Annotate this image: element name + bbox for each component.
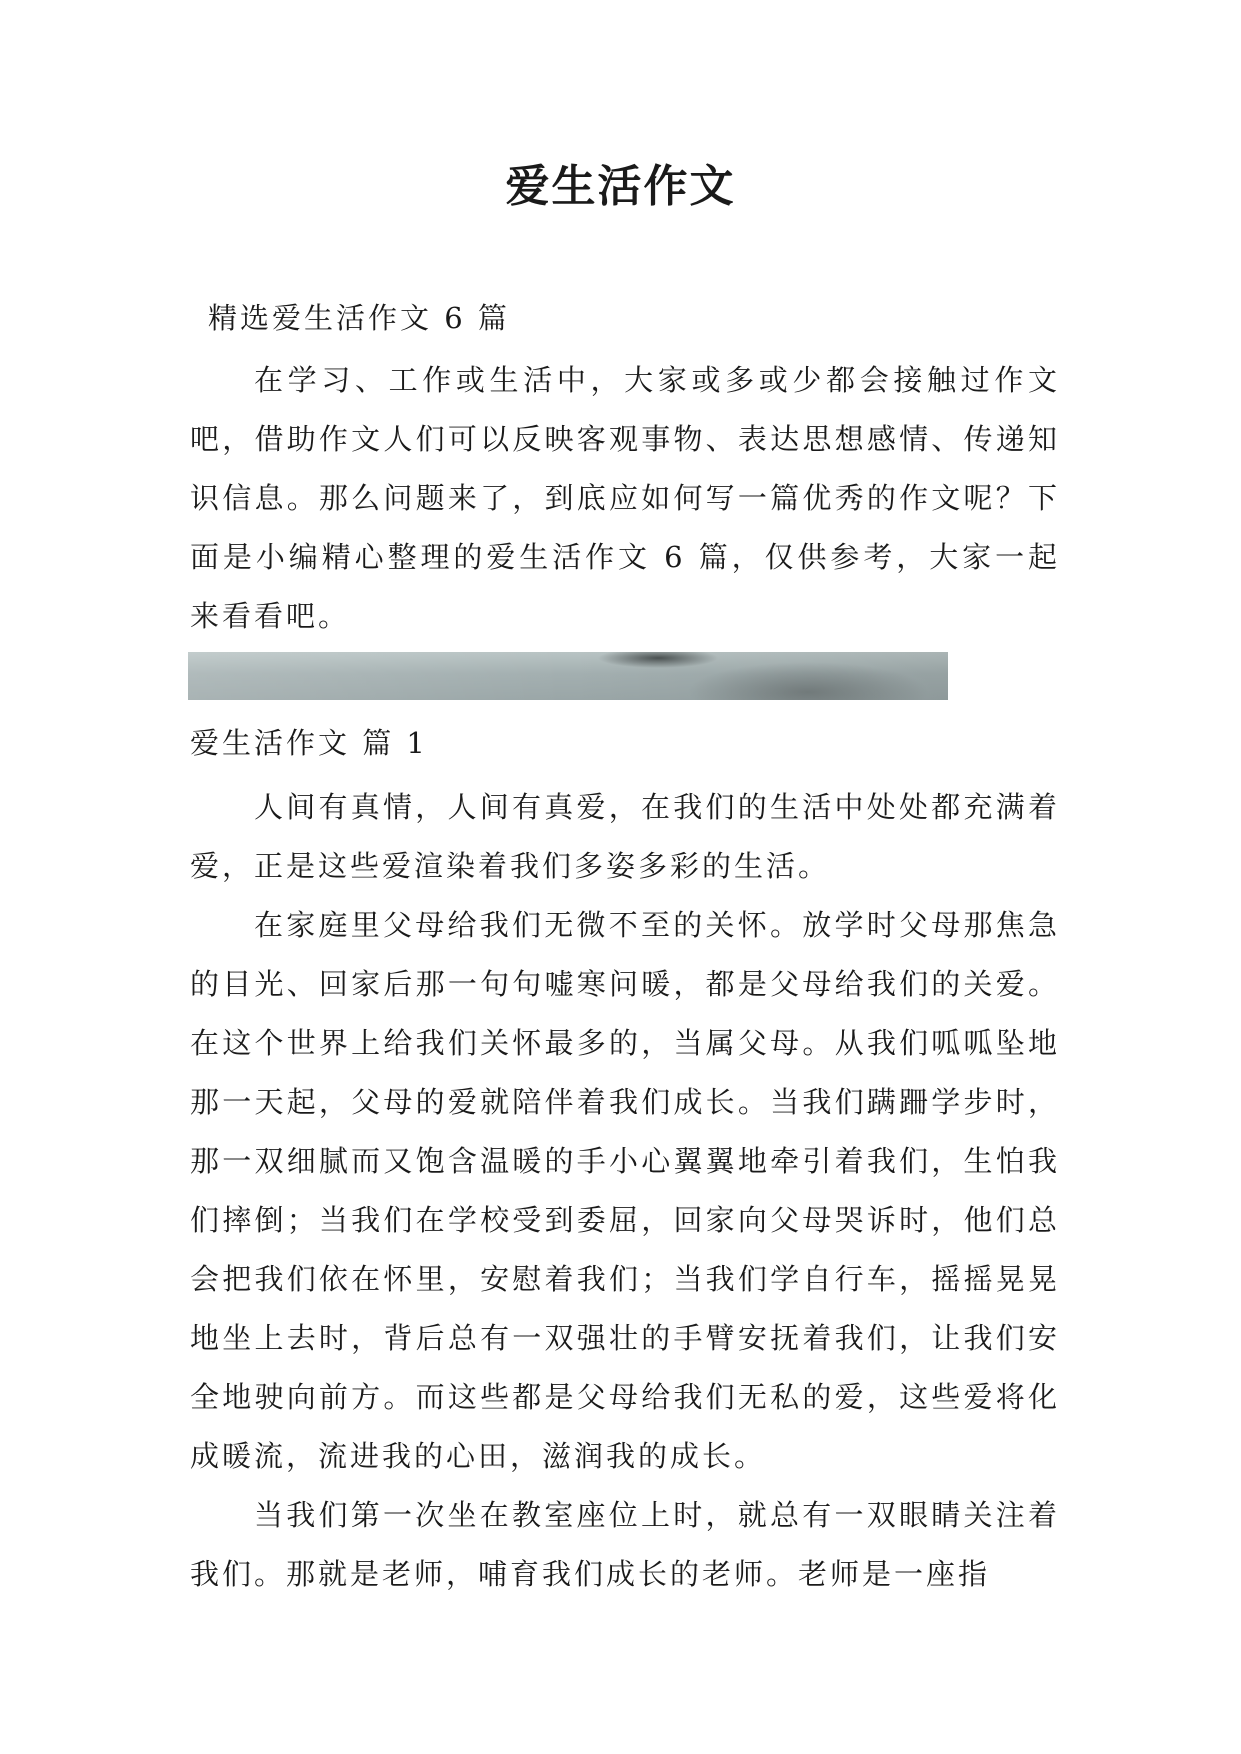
section-heading: 爱生活作文 篇 1: [190, 726, 428, 760]
intro-paragraph: 在学习、工作或生活中，大家或多或少都会接触过作文吧，借助作文人们可以反映客观事物、表达思想感情、传递知识信息。那么问题来了，到底应如何写一篇优秀的作文呢？下面是小编精心整理的爱生活作文 6 篇，仅供参考，大家一起来看看吧。: [190, 363, 1060, 633]
section-paragraph-2: 在家庭里父母给我们无微不至的关怀。放学时父母那焦急的目光、回家后那一句句嘘寒问暖，都是父母给我们的关爱。在这个世界上给我们关怀最多的，当属父母。从我们呱呱坠地那一天起，父母的爱就陪伴着我们成长。当我们蹒跚学步时，那一双细腻而又饱含温暖的手小心翼翼地牵引着我们，生怕我们摔倒；当我们在学校受到委屈，回家向父母哭诉时，他们总会把我们依在怀里，安慰着我们；当我们学自行车，摇摇晃晃地坐上去时，背后总有一双强壮的手臂安抚着我们，让我们安全地驶向前方。而这些都是父母给我们无私的爱，这些爱将化成暖流，流进我的心田，滋润我的成长。: [190, 908, 1060, 1473]
document-title: 爱生活作文: [505, 161, 736, 212]
document-subtitle: 精选爱生活作文 6 篇: [208, 301, 510, 335]
document-body: [190, 295, 1060, 1604]
section-paragraph-1: 人间有真情，人间有真爱，在我们的生活中处处都充满着爱，正是这些爱渲染着我们多姿多彩的生活。: [190, 790, 1060, 883]
banner-image-shading: [188, 652, 948, 700]
section-paragraph-3: 当我们第一次坐在教室座位上时，就总有一双眼睛关注着我们。那就是老师，哺育我们成长的老师。老师是一座指: [190, 1498, 1060, 1591]
banner-image: [188, 652, 948, 700]
